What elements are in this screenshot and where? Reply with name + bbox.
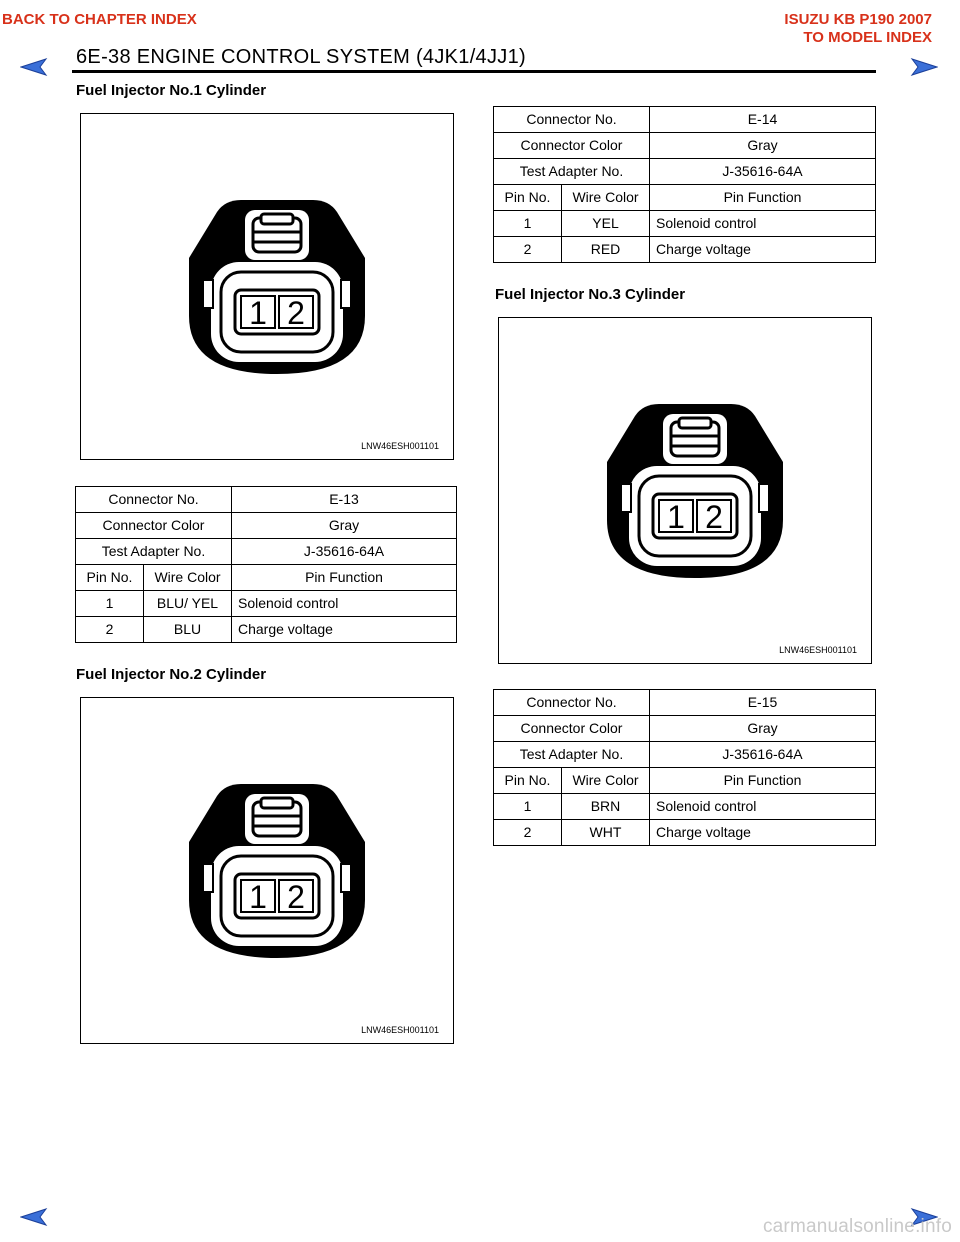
previous-page-arrow-icon[interactable] bbox=[20, 1208, 48, 1226]
figure-code: LNW46ESH001101 bbox=[361, 1025, 439, 1035]
connector-figure-injector-3 bbox=[498, 317, 872, 664]
table-row bbox=[494, 794, 876, 820]
pin-function-header: Pin Function bbox=[650, 185, 876, 211]
table-row bbox=[494, 237, 876, 263]
connector-color-value: Gray bbox=[650, 133, 876, 159]
test-adapter-label: Test Adapter No. bbox=[494, 159, 650, 185]
pin-function-cell: Charge voltage bbox=[650, 237, 876, 263]
table-row bbox=[76, 591, 457, 617]
header-divider bbox=[72, 70, 876, 73]
figure-code: LNW46ESH001101 bbox=[361, 441, 439, 451]
connector-color-value: Gray bbox=[650, 716, 876, 742]
previous-page-arrow-icon[interactable] bbox=[20, 58, 48, 76]
pin-2-label: 2 bbox=[287, 295, 305, 331]
pin-function-cell: Solenoid control bbox=[650, 211, 876, 237]
pin-1-label: 1 bbox=[667, 499, 685, 535]
test-adapter-value: J-35616-64A bbox=[232, 539, 457, 565]
pin-no-header: Pin No. bbox=[494, 768, 562, 794]
next-page-arrow-icon[interactable] bbox=[910, 58, 938, 76]
wire-color-header: Wire Color bbox=[144, 565, 232, 591]
connector-no-label: Connector No. bbox=[494, 107, 650, 133]
back-to-chapter-index-link[interactable]: BACK TO CHAPTER INDEX bbox=[2, 11, 197, 28]
injector-connector-icon bbox=[599, 400, 791, 580]
pin-no-cell: 1 bbox=[76, 591, 144, 617]
test-adapter-value: J-35616-64A bbox=[650, 159, 876, 185]
model-title-link[interactable]: ISUZU KB P190 2007 bbox=[784, 11, 932, 28]
connector-figure-injector-1 bbox=[80, 113, 454, 460]
table-row bbox=[494, 211, 876, 237]
pin-2-label: 2 bbox=[287, 879, 305, 915]
section-title-injector-3: Fuel Injector No.3 Cylinder bbox=[495, 286, 686, 303]
pin-function-header: Pin Function bbox=[650, 768, 876, 794]
pin-function-cell: Solenoid control bbox=[650, 794, 876, 820]
table-row bbox=[494, 820, 876, 846]
section-title-injector-1: Fuel Injector No.1 Cylinder bbox=[76, 82, 267, 99]
connector-no-label: Connector No. bbox=[76, 487, 232, 513]
connector-color-value: Gray bbox=[232, 513, 457, 539]
pin-2-label: 2 bbox=[705, 499, 723, 535]
wire-color-cell: BLU/ YEL bbox=[144, 591, 232, 617]
pin-1-label: 1 bbox=[249, 295, 267, 331]
pin-no-header: Pin No. bbox=[494, 185, 562, 211]
injector-connector-icon bbox=[181, 196, 373, 376]
pin-1-label: 1 bbox=[249, 879, 267, 915]
connector-table-injector-1 bbox=[75, 486, 457, 643]
wire-color-header: Wire Color bbox=[562, 768, 650, 794]
to-model-index-link[interactable]: TO MODEL INDEX bbox=[803, 29, 932, 46]
connector-color-label: Connector Color bbox=[76, 513, 232, 539]
wire-color-cell: BLU bbox=[144, 617, 232, 643]
figure-code: LNW46ESH001101 bbox=[779, 645, 857, 655]
wire-color-cell: WHT bbox=[562, 820, 650, 846]
connector-table-injector-2 bbox=[493, 106, 876, 263]
section-title-injector-2: Fuel Injector No.2 Cylinder bbox=[76, 666, 267, 683]
pin-no-header: Pin No. bbox=[76, 565, 144, 591]
wire-color-cell: YEL bbox=[562, 211, 650, 237]
wire-color-cell: RED bbox=[562, 237, 650, 263]
connector-no-label: Connector No. bbox=[494, 690, 650, 716]
connector-no-value: E-14 bbox=[650, 107, 876, 133]
wire-color-header: Wire Color bbox=[562, 185, 650, 211]
connector-no-value: E-15 bbox=[650, 690, 876, 716]
pin-function-cell: Charge voltage bbox=[232, 617, 457, 643]
page-title: 6E-38 ENGINE CONTROL SYSTEM (4JK1/4JJ1) bbox=[76, 46, 526, 68]
test-adapter-value: J-35616-64A bbox=[650, 742, 876, 768]
pin-function-cell: Charge voltage bbox=[650, 820, 876, 846]
connector-table-injector-3 bbox=[493, 689, 876, 846]
injector-connector-icon bbox=[181, 780, 373, 960]
pin-no-cell: 2 bbox=[76, 617, 144, 643]
pin-function-header: Pin Function bbox=[232, 565, 457, 591]
wire-color-cell: BRN bbox=[562, 794, 650, 820]
connector-figure-injector-2 bbox=[80, 697, 454, 1044]
table-row bbox=[76, 617, 457, 643]
pin-no-cell: 1 bbox=[494, 211, 562, 237]
pin-no-cell: 2 bbox=[494, 237, 562, 263]
connector-no-value: E-13 bbox=[232, 487, 457, 513]
pin-no-cell: 1 bbox=[494, 794, 562, 820]
connector-color-label: Connector Color bbox=[494, 133, 650, 159]
test-adapter-label: Test Adapter No. bbox=[76, 539, 232, 565]
pin-no-cell: 2 bbox=[494, 820, 562, 846]
test-adapter-label: Test Adapter No. bbox=[494, 742, 650, 768]
watermark: carmanualsonline.info bbox=[762, 1216, 952, 1237]
connector-color-label: Connector Color bbox=[494, 716, 650, 742]
pin-function-cell: Solenoid control bbox=[232, 591, 457, 617]
